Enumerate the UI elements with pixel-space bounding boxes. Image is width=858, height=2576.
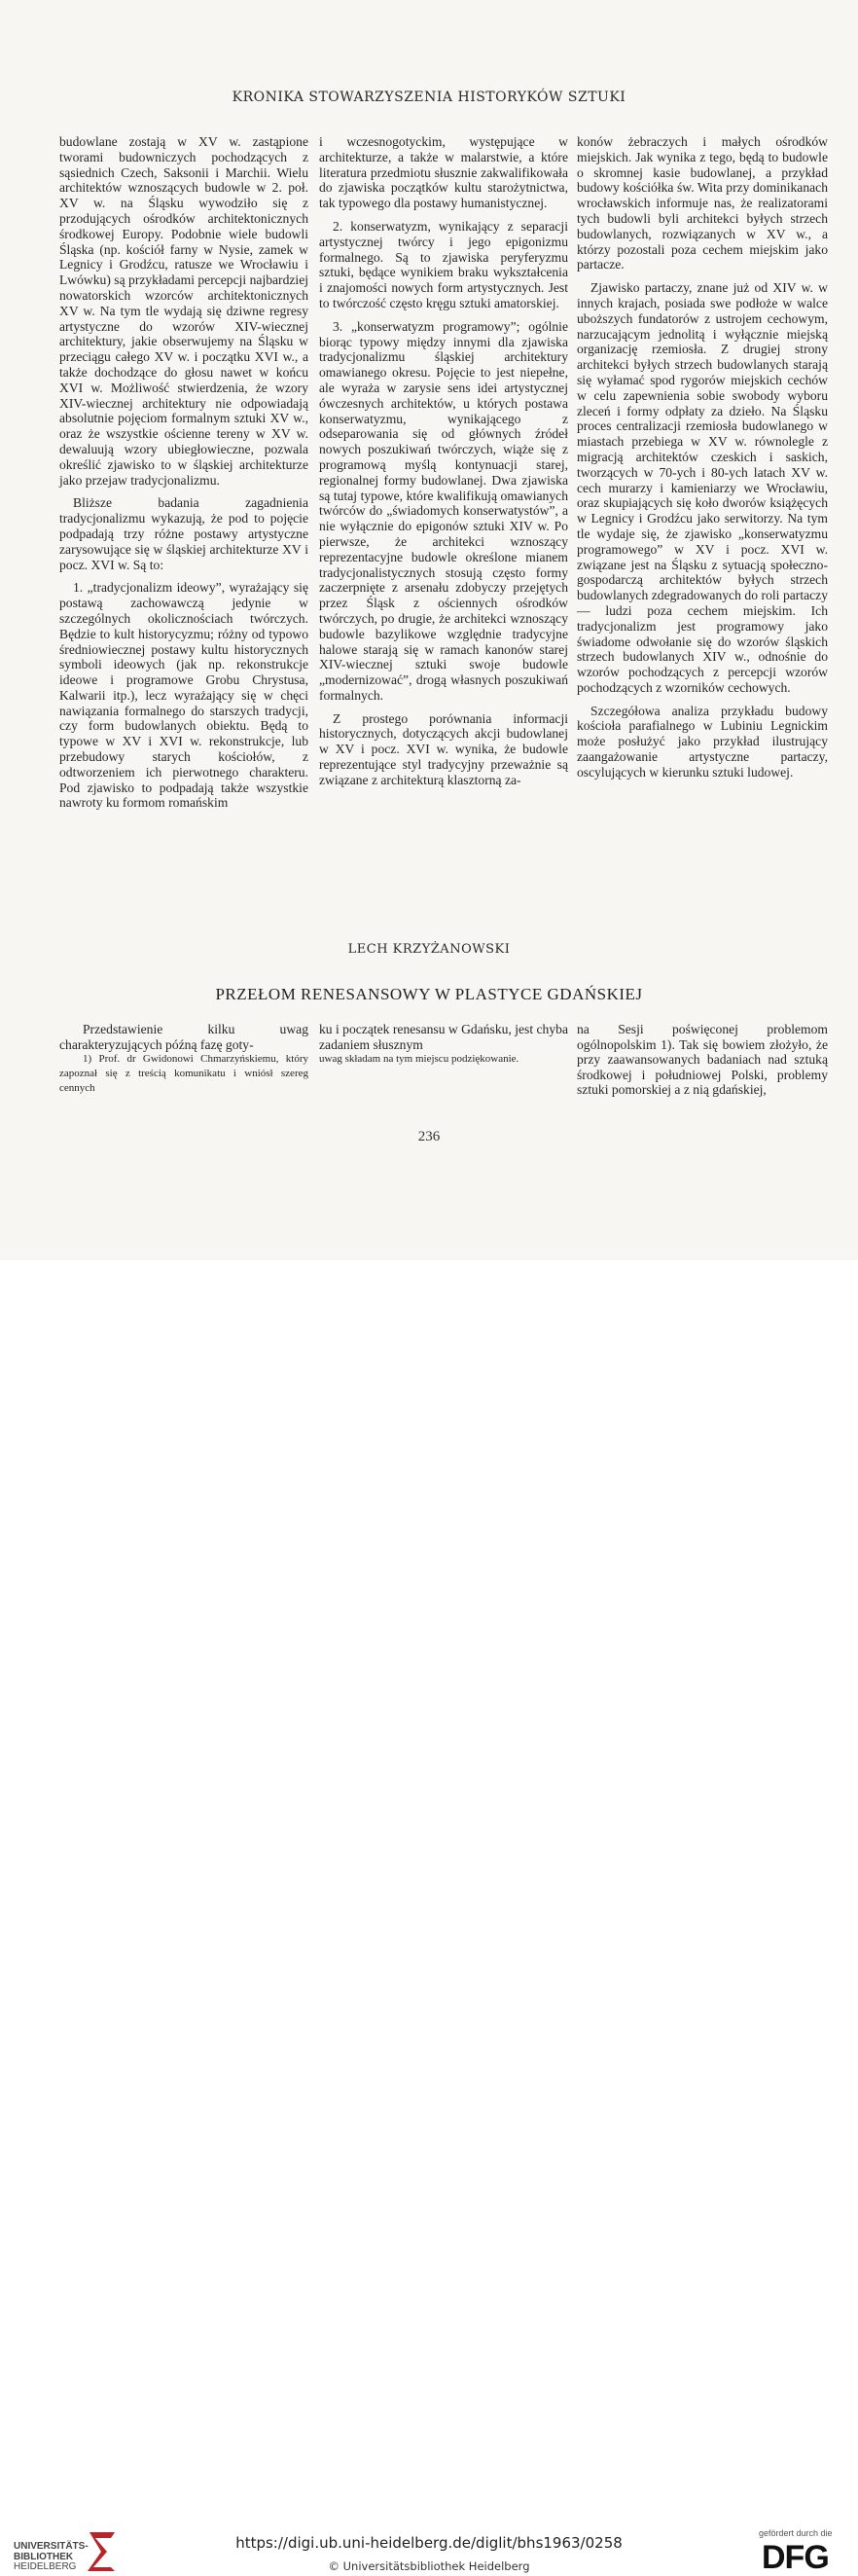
- paragraph: 3. „konserwatyzm programowy”; ogólnie biorąc typowy między innymi dla zjawiska tradycjonalizmu śląskiej architektury omawianego okresu. Pojęcie to jest niepełne, ale wyraża w zarysie sens idei artystycznej ówczesnych architektów, u których postawa konserwatyzmu, wynikającego z odseparowania się od głównych źródeł nowych poszukiwań twórczych, wiąże się z programową myślą kontynuacji starej, regionalnej formy budowlanej. Dwa zjawiska są tutaj typowe, które kwalifikują omawianych twórców do „świadomych konserwatystów”, a nie wyłącznie do epigonów sztuki XIV w. Po pierwsze, że architekci wznoszący reprezentacyjne budowle określone mianem tradycjonalistycznych stosują często formy zaczerpnięte z arsenału zdobyczy przejętych przez Śląsk z ościennych ośrodków twórczych, po drugie, że architekci wznoszący budowle bazylikowe względnie tradycyjne halowe starają się w ramach kanonów starej XIV-wiecznej sztuki swoje budowle „modernizować”, drogą własnych poszukiwań formalnych.: [319, 318, 568, 703]
- paragraph: i wczesnogotyckim, występujące w architekturze, a także w malarstwie, a które literatura przedmiotu słusznie zakwalifikowała do zjawiska początków kultu starożytnictwa, tak typowego dla postawy humanistycznej.: [319, 134, 568, 211]
- paragraph: na Sesji poświęconej problemom ogólnopolskim 1). Tak się bowiem złożyło, że przy zaawansowanych badaniach nad sztuką środkowej i południowej Polski, problemy sztuki pomorskiej a z nią gdańskiej,: [577, 1022, 828, 1097]
- paragraph: ku i początek renesansu w Gdańsku, jest chyba zadaniem słusznym: [319, 1022, 568, 1052]
- paragraph: Przedstawienie kilku uwag charakteryzujących późną fazę goty-: [59, 1022, 308, 1052]
- running-header: KRONIKA STOWARZYSZENIA HISTORYKÓW SZTUKI: [232, 90, 626, 105]
- library-name-line: UNIVERSITÄTS-: [14, 2541, 89, 2552]
- lower-column-1: [59, 1022, 308, 1096]
- text-column-3: [577, 134, 828, 780]
- paragraph: budowlane zostają w XV w. zastąpione tworami budowniczych pochodzących z sąsiednich Czech, Saksonii i Marchii. Wielu architektów wznoszących budowle w 2. poł. XV w. na Śląsku wywodziło się z przodujących ośrodków architektonicznych środkowej Europy. Podobnie wiele budowli Śląska (np. kościół farny w Nysie, zamek w Legnicy i Grodźcu, ratusze we Wrocławiu i Lwówku) są przykładami percepcji najbardziej nowatorskich wzorców architektonicznych XV w. Na tym tle wydają się dziwne regresy artystyczne do wzorów XIV-wiecznej architektury, jakie obserwujemy na Śląsku w przeciągu całego XV w. i początku XVI w., a także dochodzące do głosu nawet w końcu XVI w. Możliwość stwierdzenia, że wzory XIV-wiecznej architektury nie odpowiadają absolutnie pojęciom formalnym sztuki XV w., oraz że wszystkie ościenne tereny w XV w. dewaluują wzory ubiegłowieczne, pozwala określić zjawisko to w śląskiej architekturze jako przejaw tradycjonalizmu.: [59, 134, 308, 488]
- paragraph: 2. konserwatyzm, wynikający z separacji artystycznej twórcy i jego epigonizmu formalnego. Są to zjawiska peryferyzmu sztuki, będące wynikiem braku wykształcenia i znajomości nowych form artystycznych. Jest to twórczość często kręgu sztuki amatorskiej.: [319, 218, 568, 310]
- lower-column-2: [319, 1022, 568, 1067]
- paragraph: Szczegółowa analiza przykładu budowy kościoła parafialnego w Lubiniu Legnickim może posłużyć jako przykład ilustrujący zaangażowanie artystyczne partaczy, oscylujących w kierunku sztuki ludowej.: [577, 703, 828, 780]
- paragraph: konów żebraczych i małych ośrodków miejskich. Jak wynika z tego, będą to budowle o skromnej kasie budowlanej, a przykład budowy kościółka św. Wita przy dominikanach wrocławskich informuje nas, że realizatorami tych budowli byli architekci byłych strzech budowlanych, rozwiązanych w XV w., a którzy pozostali poza cechem miejskim jako partacze.: [577, 134, 828, 272]
- text-column-1: [59, 134, 308, 811]
- funding-note: gefördert durch die: [759, 2528, 833, 2538]
- footnote: uwag składam na tym miejscu podziękowanie.: [319, 1053, 519, 1065]
- permalink-url[interactable]: https://digi.ub.uni-heidelberg.de/diglit/bhs1963/0258: [235, 2534, 623, 2552]
- paragraph: Zjawisko partaczy, znane już od XIV w. w innych krajach, posiada swe podłoże w walce uboższych fundatorów z ustrojem cechowym, narzucającym jednolitą i wyłącznie miejską organizację rzemiosła. Z drugiej strony architekci byłych strzech budowlanych starają się wyłamać spod rygorów miejskich cechów w celu zapewnienia sobie swobody wyboru zleceń i formy odpłaty za dzieło. Na Śląsku proces centralizacji rzemiosła budowlanego w miastach przebiega w XV w. równolegle z migracją architektów czeskich i saskich, tworzących w 70-ych i 80-ych latach XV w. cech murarzy i kamieniarzy we Wrocławiu, oraz skupiających się koło dworów książęcych w Legnicy i Grodźcu jako serwitorzy. Na tym tle wydaje się, że zjawisko „konserwatyzmu programowego” w XV i pocz. XVI w. związane jest na Śląsku z sytuacją społeczno-gospodarczą architektów byłych strzech budowlanych zdegradowanych do roli partaczy — ludzi poza cechem miejskim. Ich tradycjonalizm jest programowy jako świadome odwołanie się do wzorów śląskich strzech budowlanych XIV w., odnośnie do wzorów pochodzących z percepcji wzorów pochodzących z wzorników cechowych.: [577, 280, 828, 695]
- page-number: 236: [417, 1129, 441, 1144]
- viewer-footer: [0, 1260, 858, 2576]
- copyright-notice: © Universitätsbibliothek Heidelberg: [328, 2559, 530, 2573]
- paragraph: 1. „tradycjonalizm ideowy”, wyrażający się postawą zachowawczą jedynie w szczególnych okolicznościach twórczych. Będzie to kult historycyzmu; różny od typowo średniowiecznej postawy kultu historycznych symboli ideowych (jak np. rekonstrukcje ideowe i programowe Grobu Chrystusa, Kalwarii itp.), lecz wyrażający się w chęci nawiązania formalnego do starszych tradycji, czy form budowlanych obiektu. Będą to typowe w XV i XVI w. rekonstrukcje, lub przebudowy starych kościołów, z odtworzeniem ich pierwotnego charakteru. Pod zjawisko to podpadają także wszystkie nawroty ku formom romańskim: [59, 580, 308, 811]
- paragraph: Z prostego porównania informacji historycznych, dotyczących akcji budowlanej w XV i pocz. XVI w. wynika, że budowle reprezentujące styl tradycyjny przeważnie są związane z architekturą klasztorną za-: [319, 710, 568, 787]
- dfg-logo[interactable]: DFG: [762, 2539, 829, 2576]
- article-title: PRZEŁOM RENESANSOWY W PLASTYCE GDAŃSKIEJ: [215, 985, 643, 1003]
- article-author: LECH KRZYŻANOWSKI: [347, 942, 511, 957]
- text-column-2: [319, 134, 568, 788]
- library-name-line: BIBLIOTHEK: [14, 2551, 74, 2562]
- footnote: 1) Prof. dr Gwidonowi Chmarzyńskiemu, który zapoznał się z treścią komunikatu i wniósł szereg cennych: [59, 1053, 308, 1094]
- paragraph: Bliższe badania zagadnienia tradycjonalizmu wykazują, że pod to pojęcie podpadają trzy różne postawy artystyczne zarysowujące się w śląskiej architekturze XV i pocz. XVI w. Są to:: [59, 495, 308, 572]
- lower-column-3: [577, 1022, 828, 1098]
- scanned-page: [0, 0, 858, 1260]
- library-name-line: HEIDELBERG: [14, 2561, 77, 2572]
